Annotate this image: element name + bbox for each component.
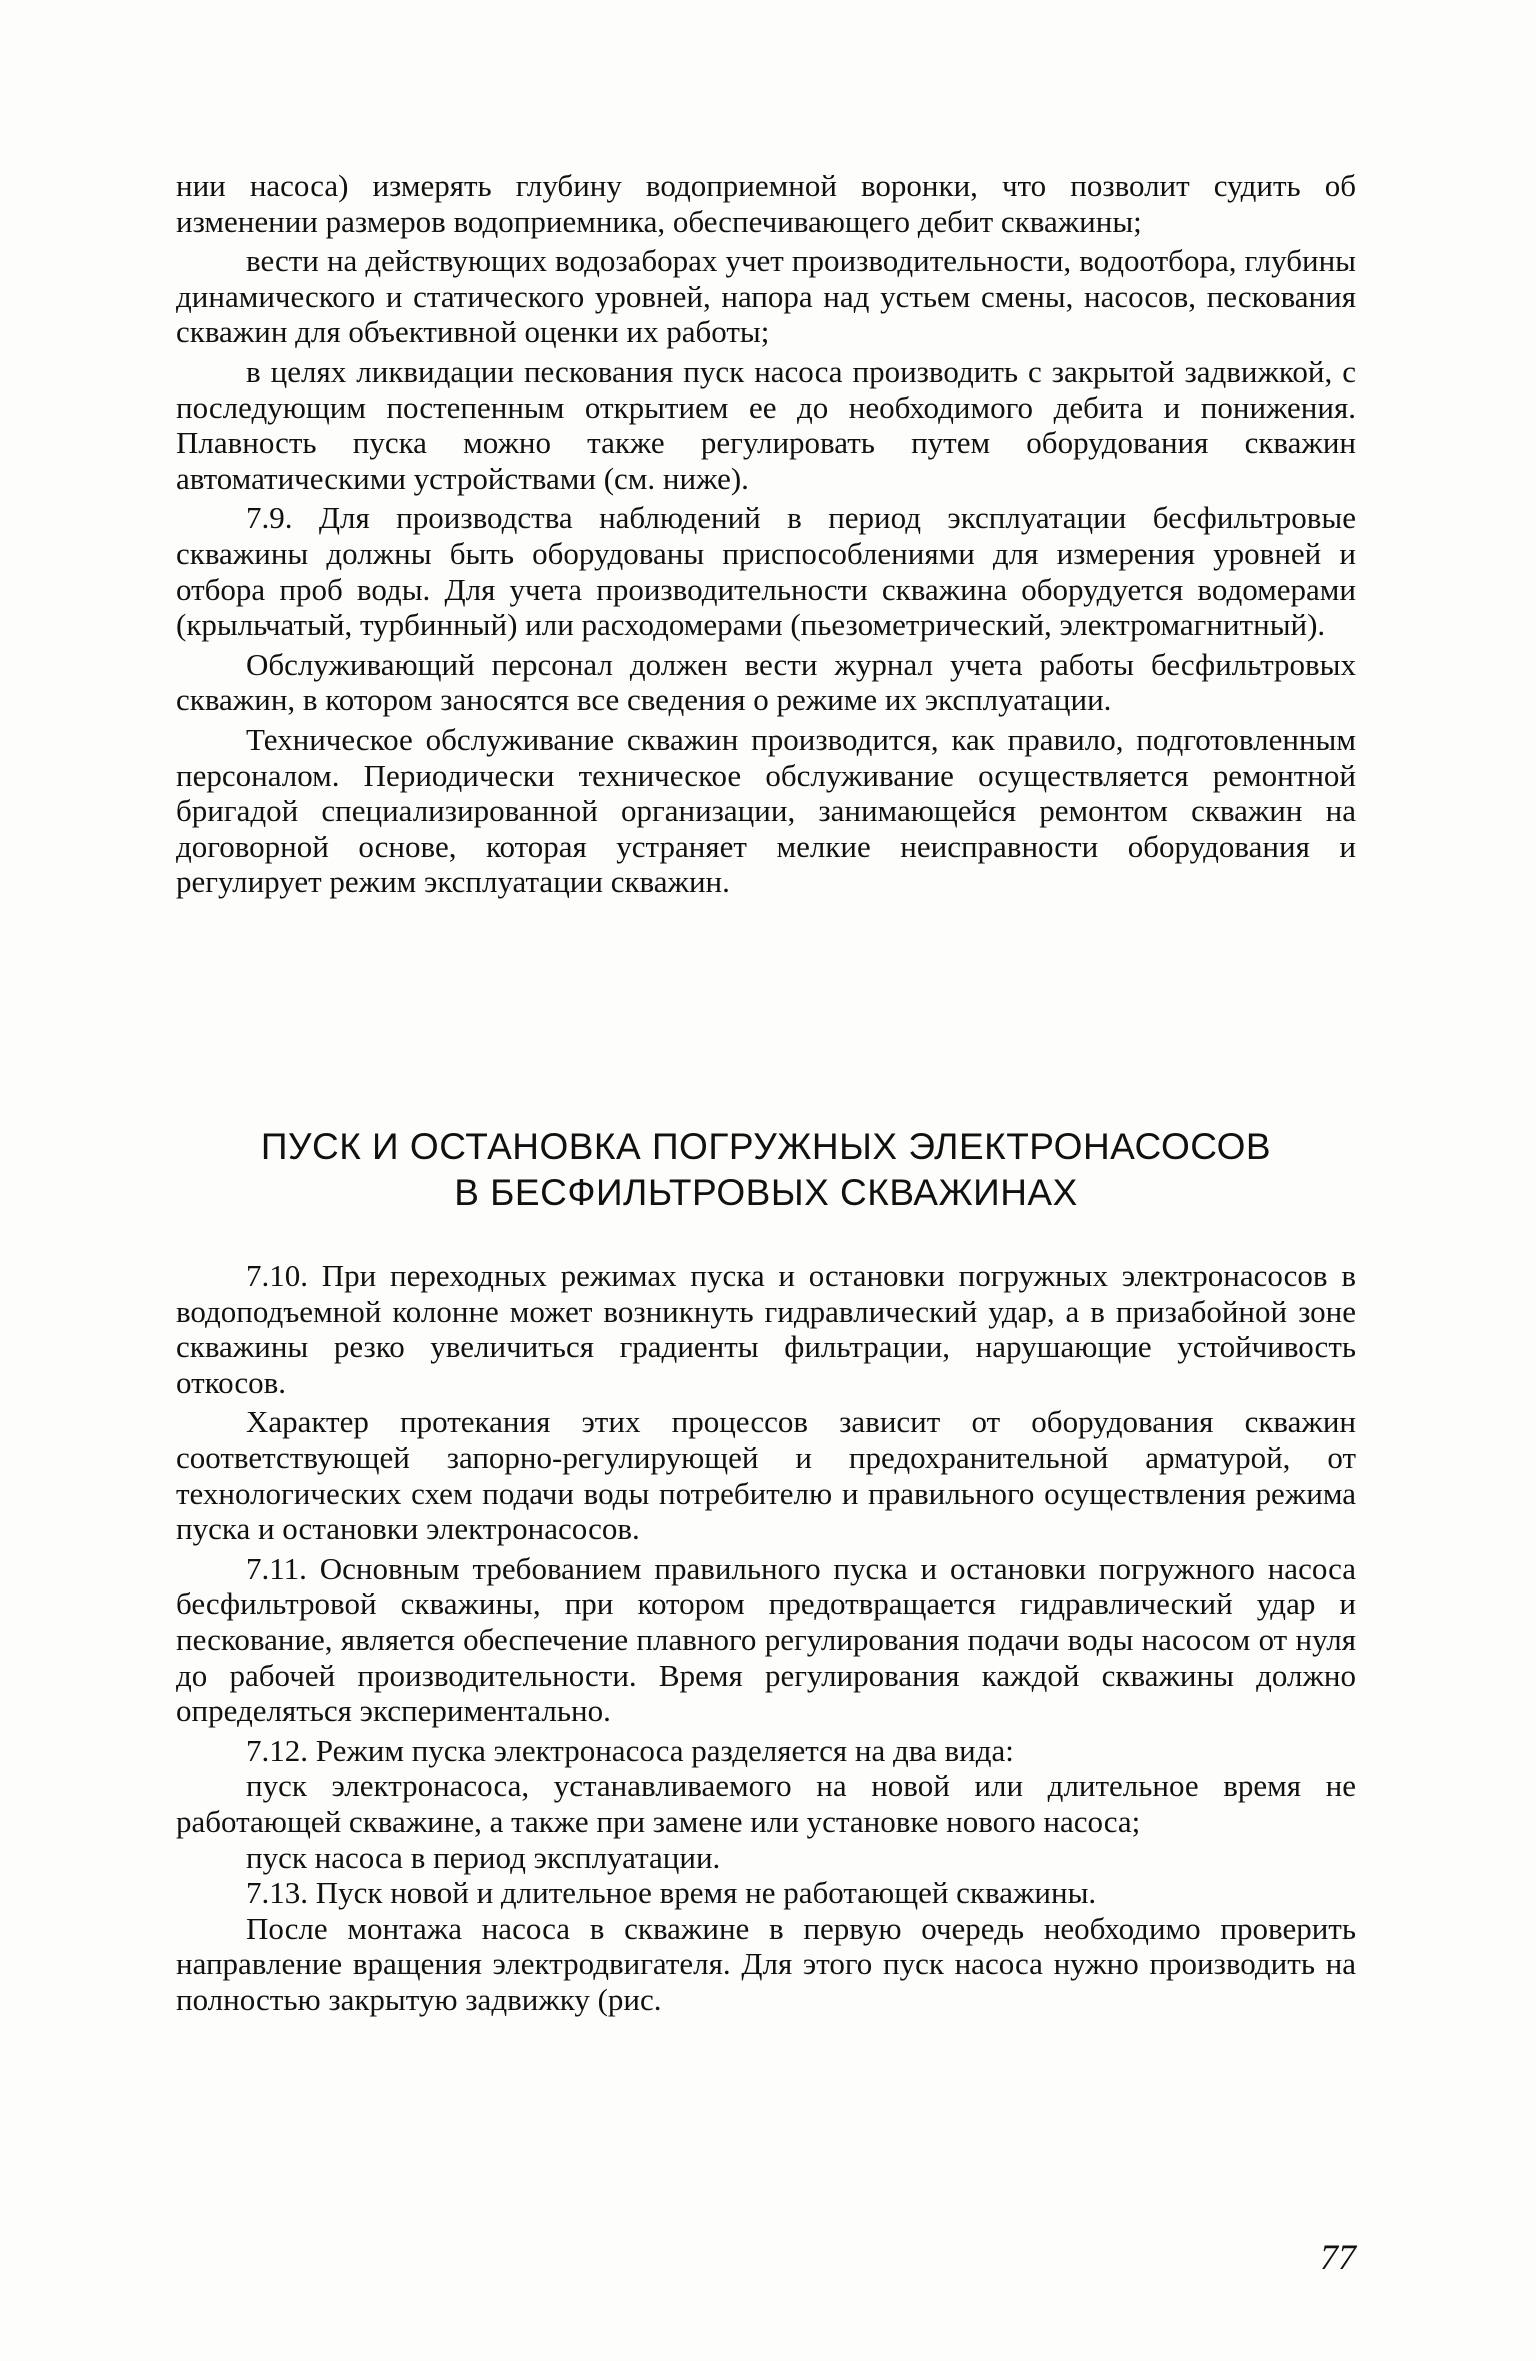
- section-heading-line-2: В БЕСФИЛЬТРОВЫХ СКВАЖИНАХ: [454, 1172, 1078, 1213]
- paragraph-start-type-1: пуск электронасоса, устанавливаемого на новой или длительное время не работающей скважине, а также при замене или установке нового насоса;: [176, 1768, 1356, 1839]
- paragraph-journal: Обслуживающий персонал должен вести журнал учета работы бесфильтровых скважин, в котором заносятся все сведения о режиме их эксплуатации.: [176, 646, 1356, 718]
- section-heading: [176, 1124, 1356, 1216]
- paragraph-record-keeping: вести на действующих водозаборах учет производительности, водоотбора, глубины динамического и статического уровней, напора над устьем смены, насосов, пескования скважин для объективной оценки их работы;: [176, 243, 1356, 350]
- paragraph-7-9: 7.9. Для производства наблюдений в период эксплуатации бесфильтровые скважины должны быть оборудованы приспособлениями для измерения уровней и отбора проб воды. Для учета производительности скважина оборудуется водомерами (крыльчатый, турбинный) или расходомерами (пьезометрический, электромагнитный).: [176, 500, 1356, 643]
- paragraph-start-type-2: пуск насоса в период эксплуатации.: [246, 1839, 721, 1875]
- paragraph-after-installation: После монтажа насоса в скважине в первую очередь необходимо проверить направление вращения электродвигателя. Для этого пуск насоса нужно производить на полностью закрытую задвижку (рис.: [176, 1910, 1356, 2017]
- paragraph-process-character: Характер протекания этих процессов зависит от оборудования скважин соответствующей запорно-регулирующей и предохранительной арматурой, от технологических схем подачи воды потребителю и правильного осуществления режима пуска и остановки электронасосов.: [176, 1404, 1356, 1547]
- paragraph-continuation: нии насоса) измерять глубину водоприемной воронки, что позволит судить об изменении размеров водоприемника, обеспечивающего дебит скважины;: [176, 168, 1356, 239]
- paragraph-7-11: 7.11. Основным требованием правильного пуска и остановки погружного насоса бесфильтровой скважины, при котором предотвращается гидравлический удар и пескование, является обеспечение плавного регулирования подачи воды насосом от нуля до рабочей производительности. Время регулирования каждой скважины должно определяться экспериментально.: [176, 1550, 1356, 1729]
- bottom-text-block: [176, 1258, 1356, 2017]
- paragraph-7-10: 7.10. При переходных режимах пуска и остановки погружных электронасосов в водоподъемной колонне может возникнуть гидравлический удар, а в призабойной зоне скважины резко увеличиться градиенты фильтрации, нарушающие устойчивость откосов.: [176, 1258, 1356, 1400]
- paragraph-7-13: 7.13. Пуск новой и длительное время не работающей скважины.: [246, 1875, 1097, 1911]
- paragraph-sanding-control: в целях ликвидации пескования пуск насоса производить с закрытой задвижкой, с последующим постепенным открытием ее до необходимого дебита и понижения. Плавность пуска можно также регулировать путем оборудования скважин автоматическими устройствами (см. ниже).: [176, 353, 1356, 496]
- section-heading-line-1: ПУСК И ОСТАНОВКА ПОГРУЖНЫХ ЭЛЕКТРОНАСОСОВ: [260, 1126, 1272, 1167]
- page-number: 77: [1320, 2237, 1356, 2277]
- paragraph-maintenance: Техническое обслуживание скважин производится, как правило, подготовленным персоналом. Периодически техническое обслуживание осуществляется ремонтной бригадой специализированной организации, занимающейся ремонтом скважин на договорной основе, которая устраняет мелкие неисправности оборудования и регулирует режим эксплуатации скважин.: [176, 721, 1356, 900]
- top-text-block: [176, 168, 1356, 900]
- paragraph-7-12: 7.12. Режим пуска электронасоса разделяется на два вида:: [246, 1732, 1014, 1768]
